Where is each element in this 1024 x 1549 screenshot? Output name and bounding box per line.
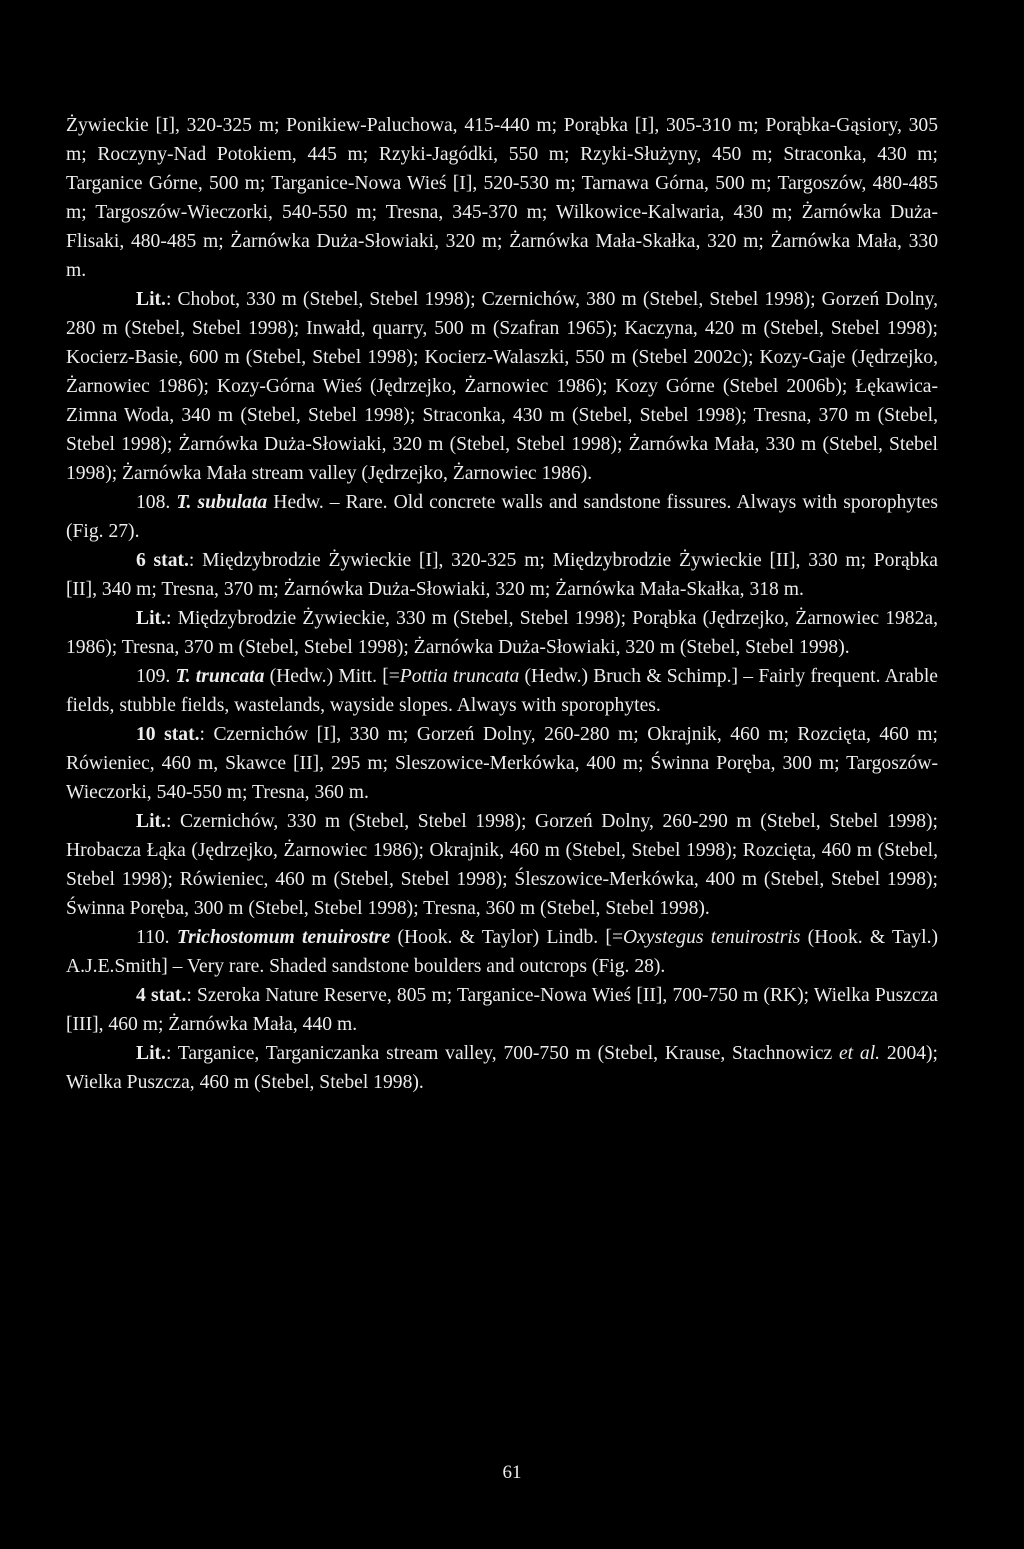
paragraph <box>66 923 938 981</box>
text-run: : Międzybrodzie Żywieckie, 330 m (Stebel, Stebel 1998); Porąbka (Jędrzejko, Żarnowiec 1982a, 1986); Tresna, 370 m (Stebel, Stebel 1998); Żarnówka Duża-Słowiaki, 320 m (Stebel, Stebel 1998). <box>66 608 938 658</box>
italic-text: et al. <box>838 1043 881 1064</box>
taxon-name: T. subulata <box>176 492 268 513</box>
text-run: : Chobot, 330 m (Stebel, Stebel 1998); Czernichów, 380 m (Stebel, Stebel 1998); Gorzeń Dolny, 280 m (Stebel, Stebel 1998); Inwałd, quarry, 500 m (Szafran 1965); Kaczyna, 420 m (Stebel, Stebel 1998); Kocierz-Basie, 600 m (Stebel, Stebel 1998); Kocierz-Walaszki, 550 m (Stebel 2002c); Kozy-Gaje (Jędrzejko, Żarnowiec 1986); Kozy-Górna Wieś (Jędrzejko, Żarnowiec 1986); Kozy Górne (Stebel 2006b); Łękawica-Zimna Woda, 340 m (Stebel, Stebel 1998); Straconka, 430 m (Stebel, Stebel 1998); Tresna, 370 m (Stebel, Stebel 1998); Żarnówka Duża-Słowiaki, 320 m (Stebel, Stebel 1998); Żarnówka Mała, 330 m (Stebel, Stebel 1998); Żarnówka Mała stream valley (Jędrzejko, Żarnowiec 1986). <box>66 289 938 484</box>
page-body <box>66 111 938 1097</box>
paragraph <box>66 546 938 604</box>
paragraph <box>66 111 938 285</box>
taxon-name: T. truncata <box>175 666 265 687</box>
italic-text: Pottia truncata <box>399 666 520 687</box>
text-run: : Targanice, Targaniczanka stream valley, 700-750 m (Stebel, Krause, Stachnowicz <box>165 1043 839 1064</box>
paragraph <box>66 1039 938 1097</box>
paragraph <box>66 604 938 662</box>
text-run: : Czernichów, 330 m (Stebel, Stebel 1998); Gorzeń Dolny, 260-290 m (Stebel, Stebel 1998); Hrobacza Łąka (Jędrzejko, Żarnowiec 1986); Okrajnik, 460 m (Stebel, Stebel 1998); Rozcięta, 460 m (Stebel, Stebel 1998); Rówieniec, 460 m (Stebel, Stebel 1998); Śleszowice-Merkówka, 400 m (Stebel, Stebel 1998); Świnna Poręba, 300 m (Stebel, Stebel 1998); Tresna, 360 m (Stebel, Stebel 1998). <box>66 811 938 919</box>
paragraph <box>66 488 938 546</box>
paragraph <box>66 285 938 488</box>
bold-text: Lit. <box>136 289 166 310</box>
text-run: (Hedw.) Bruch & Schimp.] – Fairly frequent. Arable fields, stubble fields, wastelands, wayside slopes. Always with sporophytes. <box>66 666 938 716</box>
paragraph <box>66 662 938 720</box>
page-number: 61 <box>502 1462 522 1483</box>
text-run: Hedw. – Rare. Old concrete walls and sandstone fissures. Always with sporophytes (Fig. 27). <box>66 492 938 542</box>
paragraph <box>66 720 938 807</box>
text-run: (Hook. & Taylor) Lindb. [= <box>390 927 623 948</box>
italic-text: Oxystegus tenuirostris <box>623 927 801 948</box>
bold-text: Lit. <box>136 1043 166 1064</box>
bold-text: 4 stat. <box>136 985 187 1006</box>
text-run: 110. <box>136 927 177 948</box>
text-run: 108. <box>136 492 177 513</box>
text-run: 2004); Wielka Puszcza, 460 m (Stebel, Stebel 1998). <box>66 1043 939 1093</box>
text-run: 109. <box>136 666 176 687</box>
paragraph <box>66 981 938 1039</box>
text-run: Żywieckie [I], 320-325 m; Ponikiew-Paluchowa, 415-440 m; Porąbka [I], 305-310 m; Porąbka-Gąsiory, 305 m; Roczyny-Nad Potokiem, 445 m; Rzyki-Jagódki, 550 m; Rzyki-Służyny, 450 m; Straconka, 430 m; Targanice Górne, 500 m; Targanice-Nowa Wieś [I], 520-530 m; Tarnawa Górna, 500 m; Targoszów, 480-485 m; Targoszów-Wieczorki, 540-550 m; Tresna, 345-370 m; Wilkowice-Kalwaria, 430 m; Żarnówka Duża-Flisaki, 480-485 m; Żarnówka Duża-Słowiaki, 320 m; Żarnówka Mała-Skałka, 320 m; Żarnówka Mała, 330 m. <box>66 115 938 281</box>
text-run: (Hedw.) Mitt. [= <box>264 666 400 687</box>
bold-text: 10 stat. <box>136 724 200 745</box>
bold-text: 6 stat. <box>136 550 189 571</box>
paragraph <box>66 807 938 923</box>
text-run: : Szeroka Nature Reserve, 805 m; Targanice-Nowa Wieś [II], 700-750 m (RK); Wielka Puszcza [III], 460 m; Żarnówka Mała, 440 m. <box>66 985 938 1035</box>
text-run: (Hook. & Tayl.) A.J.E.Smith] – Very rare. Shaded sandstone boulders and outcrops (Fig. 28). <box>66 927 938 977</box>
bold-text: Lit. <box>136 811 166 832</box>
text-run: : Czernichów [I], 330 m; Gorzeń Dolny, 260-280 m; Okrajnik, 460 m; Rozcięta, 460 m; Rówieniec, 460 m, Skawce [II], 295 m; Sleszowice-Merkówka, 400 m; Świnna Poręba, 300 m; Targoszów-Wieczorki, 540-550 m; Tresna, 360 m. <box>66 724 938 803</box>
text-run: : Międzybrodzie Żywieckie [I], 320-325 m; Międzybrodzie Żywieckie [II], 330 m; Porąbka [II], 340 m; Tresna, 370 m; Żarnówka Duża-Słowiaki, 320 m; Żarnówka Mała-Skałka, 318 m. <box>66 550 938 600</box>
taxon-name: Trichostomum tenuirostre <box>176 927 391 948</box>
bold-text: Lit. <box>136 608 166 629</box>
